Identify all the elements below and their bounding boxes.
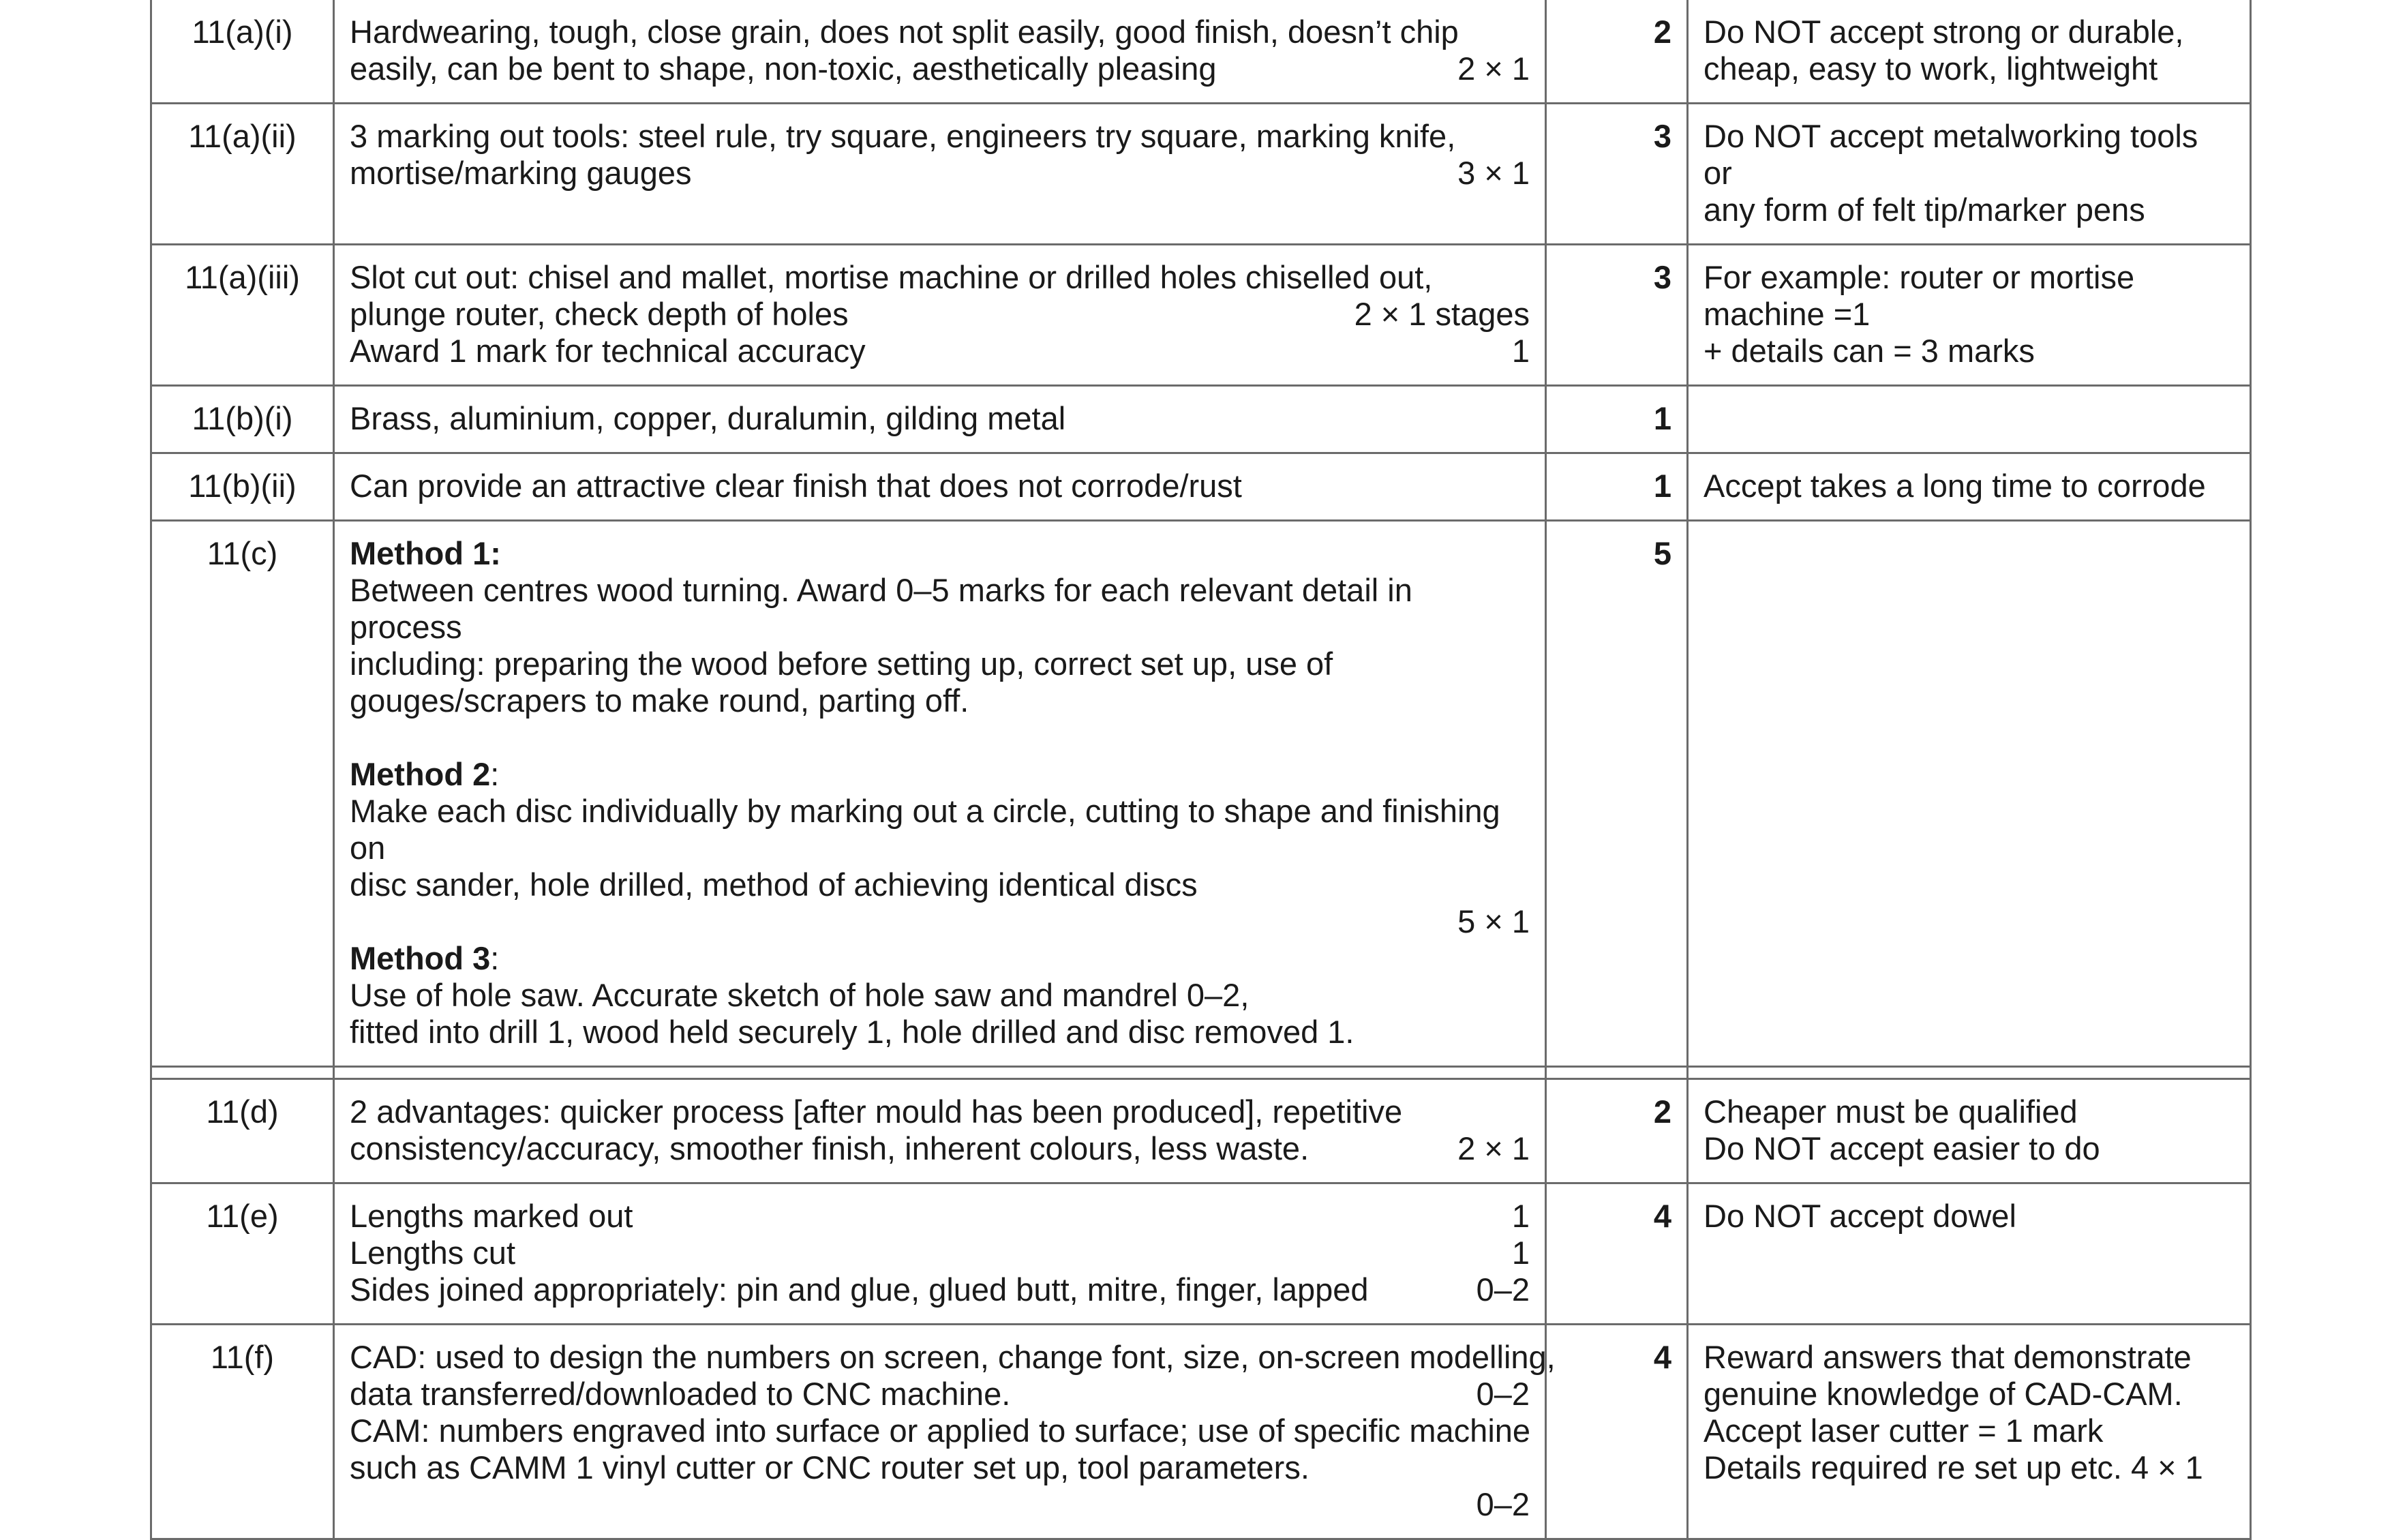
question-number: 11(a)(i) [151, 0, 334, 104]
answer-cell [334, 0, 1546, 104]
guidance-cell [1688, 1325, 2251, 1539]
guidance-cell [1688, 1183, 2251, 1325]
answer-cell [334, 386, 1546, 453]
answer-line [350, 1339, 1556, 1376]
method-heading-colon: : [490, 940, 500, 976]
answer-text: Slot cut out: chisel and mallet, mortise machine or drilled holes chiselled out, [350, 259, 1433, 295]
separator-cell [334, 1067, 1546, 1079]
answer-line [350, 400, 1530, 437]
answer-line [350, 1198, 1530, 1235]
guidance-line: For example: router or mortise [1704, 259, 2135, 295]
answer-text: Lengths marked out [350, 1198, 633, 1234]
mark-allocation: 1 [1511, 333, 1530, 369]
guidance-cell [1688, 521, 2251, 1067]
marks-cell: 2 [1546, 1079, 1688, 1183]
marks-cell: 5 [1546, 521, 1688, 1067]
answer-text: plunge router, check depth of holes [350, 296, 849, 332]
answer-line [350, 50, 1530, 87]
answer-text: mortise/marking gauges [350, 155, 692, 191]
answer-cell [334, 104, 1546, 245]
table-row [151, 245, 2251, 386]
mark-allocation: 5 × 1 [1457, 903, 1530, 939]
answer-line [350, 14, 1530, 50]
answer-text: 2 advantages: quicker process [after mould has been produced], repetitive [350, 1093, 1403, 1130]
mark-scheme-table [150, 0, 2252, 1540]
marks-cell: 1 [1546, 453, 1688, 521]
answer-line [350, 1486, 1530, 1523]
guidance-cell [1688, 1079, 2251, 1183]
marks-cell: 4 [1546, 1183, 1688, 1325]
table-row [151, 1079, 2251, 1183]
question-number: 11(c) [151, 521, 334, 1067]
table-row [151, 521, 2251, 1067]
answer-line [350, 1413, 1530, 1449]
answer-text: Brass, aluminium, copper, duralumin, gilding metal [350, 400, 1066, 436]
guidance-line: machine =1 [1704, 296, 1871, 332]
separator-cell [151, 1067, 334, 1079]
answer-cell [334, 521, 1546, 1067]
separator-cell [1688, 1067, 2251, 1079]
mark-allocation: 2 × 1 [1457, 50, 1530, 87]
guidance-line: Reward answers that demonstrate [1704, 1339, 2192, 1375]
method-text: including: preparing the wood before setting up, correct set up, use of [350, 646, 1333, 682]
answer-text: CAM: numbers engraved into surface or applied to surface; use of specific machine [350, 1413, 1531, 1449]
method-text: gouges/scrapers to make round, parting off. [350, 682, 969, 719]
mark-allocation: 2 × 1 [1457, 1130, 1530, 1166]
mark-scheme-body [151, 0, 2251, 1539]
question-number: 11(d) [151, 1079, 334, 1183]
mark-allocation: 0–2 [1476, 1271, 1530, 1308]
mark-allocation: 3 × 1 [1457, 155, 1530, 191]
guidance-line: Accept laser cutter = 1 mark [1704, 1413, 2104, 1449]
table-row [151, 453, 2251, 521]
mark-allocation: 2 × 1 stages [1354, 296, 1530, 332]
method-text: Between centres wood turning. Award 0–5 marks for each relevant detail in process [350, 572, 1412, 645]
answer-line [350, 259, 1530, 296]
answer-line [350, 1235, 1530, 1271]
answer-line [350, 1449, 1530, 1486]
method-heading: Method 1: [350, 535, 501, 571]
answer-text: Hardwearing, tough, close grain, does not split easily, good finish, doesn’t chip [350, 14, 1459, 50]
method-heading-line [350, 756, 1530, 793]
answer-cell [334, 1079, 1546, 1183]
guidance-line: cheap, easy to work, lightweight [1704, 50, 2158, 87]
guidance-line: genuine knowledge of CAD-CAM. [1704, 1376, 2183, 1412]
answer-text: such as CAMM 1 vinyl cutter or CNC router set up, tool parameters. [350, 1449, 1309, 1485]
answer-cell [334, 1325, 1556, 1539]
answer-cell [334, 1183, 1546, 1325]
mark-allocation: 0–2 [1476, 1376, 1530, 1412]
guidance-cell [1688, 104, 2251, 245]
method-text: fitted into drill 1, wood held securely 1, hole drilled and disc removed 1. [350, 1014, 1354, 1050]
guidance-line: Do NOT accept dowel [1704, 1198, 2016, 1234]
guidance-cell [1688, 0, 2251, 104]
answer-text: CAD: used to design the numbers on screen, change font, size, on-screen modelling, [350, 1339, 1556, 1375]
answer-line [350, 468, 1530, 504]
guidance-line: any form of felt tip/marker pens [1704, 192, 2145, 228]
guidance-line: Do NOT accept easier to do [1704, 1130, 2100, 1166]
spacer [350, 719, 1530, 756]
method-text: disc sander, hole drilled, method of achieving identical discs [350, 866, 1198, 903]
answer-line [350, 1093, 1530, 1130]
answer-cell [334, 453, 1546, 521]
question-number: 11(a)(ii) [151, 104, 334, 245]
guidance-line: Do NOT accept strong or durable, [1704, 14, 2184, 50]
answer-text: data transferred/downloaded to CNC machine. [350, 1376, 1011, 1412]
answer-text: consistency/accuracy, smoother finish, inherent colours, less waste. [350, 1130, 1309, 1166]
mark-allocation: 1 [1511, 1198, 1530, 1234]
marks-cell: 1 [1546, 386, 1688, 453]
table-row [151, 386, 2251, 453]
method-text: Make each disc individually by marking out a circle, cutting to shape and finishing on [350, 793, 1500, 866]
method-heading: Method 2 [350, 756, 491, 792]
separator-cell [1546, 1067, 1688, 1079]
answer-text: Sides joined appropriately: pin and glue, glued butt, mitre, finger, lapped [350, 1271, 1369, 1308]
answer-text: 3 marking out tools: steel rule, try square, engineers try square, marking knife, [350, 118, 1456, 154]
table-row [151, 0, 2251, 104]
guidance-line: Cheaper must be qualified [1704, 1093, 2078, 1130]
answer-line [350, 118, 1530, 155]
answer-line [350, 296, 1530, 333]
question-number: 11(b)(i) [151, 386, 334, 453]
marks-cell: 4 [1546, 1325, 1688, 1539]
marks-cell: 3 [1546, 104, 1688, 245]
guidance-cell [1688, 386, 2251, 453]
guidance-cell [1688, 245, 2251, 386]
answer-line [350, 1130, 1530, 1167]
mark-allocation: 0–2 [1476, 1486, 1530, 1522]
guidance-line: + details can = 3 marks [1704, 333, 2035, 369]
question-number: 11(f) [151, 1325, 334, 1539]
answer-cell [334, 245, 1546, 386]
marks-cell: 3 [1546, 245, 1688, 386]
answer-text: Can provide an attractive clear finish that does not corrode/rust [350, 468, 1242, 504]
question-number: 11(b)(ii) [151, 453, 334, 521]
method-heading: Method 3 [350, 940, 491, 976]
method-heading-line [350, 940, 1530, 977]
table-separator-row [151, 1067, 2251, 1079]
method-heading-colon: : [490, 756, 500, 792]
guidance-line: Details required re set up etc. 4 × 1 [1704, 1449, 2203, 1485]
table-row [151, 104, 2251, 245]
question-number: 11(e) [151, 1183, 334, 1325]
method-text: Use of hole saw. Accurate sketch of hole saw and mandrel 0–2, [350, 977, 1250, 1013]
marks-cell: 2 [1546, 0, 1688, 104]
question-number: 11(a)(iii) [151, 245, 334, 386]
table-row [151, 1325, 2251, 1539]
answer-text: Award 1 mark for technical accuracy [350, 333, 866, 369]
answer-text: easily, can be bent to shape, non-toxic, aesthetically pleasing [350, 50, 1217, 87]
answer-text: Lengths cut [350, 1235, 516, 1271]
answer-line [350, 1271, 1530, 1308]
table-row [151, 1183, 2251, 1325]
answer-line [350, 333, 1530, 369]
mark-allocation: 1 [1511, 1235, 1530, 1271]
answer-line [350, 1376, 1530, 1413]
guidance-line: Accept takes a long time to corrode [1704, 468, 2206, 504]
guidance-cell [1688, 453, 2251, 521]
answer-line [350, 155, 1530, 192]
guidance-line: Do NOT accept metalworking tools or [1704, 118, 2198, 191]
